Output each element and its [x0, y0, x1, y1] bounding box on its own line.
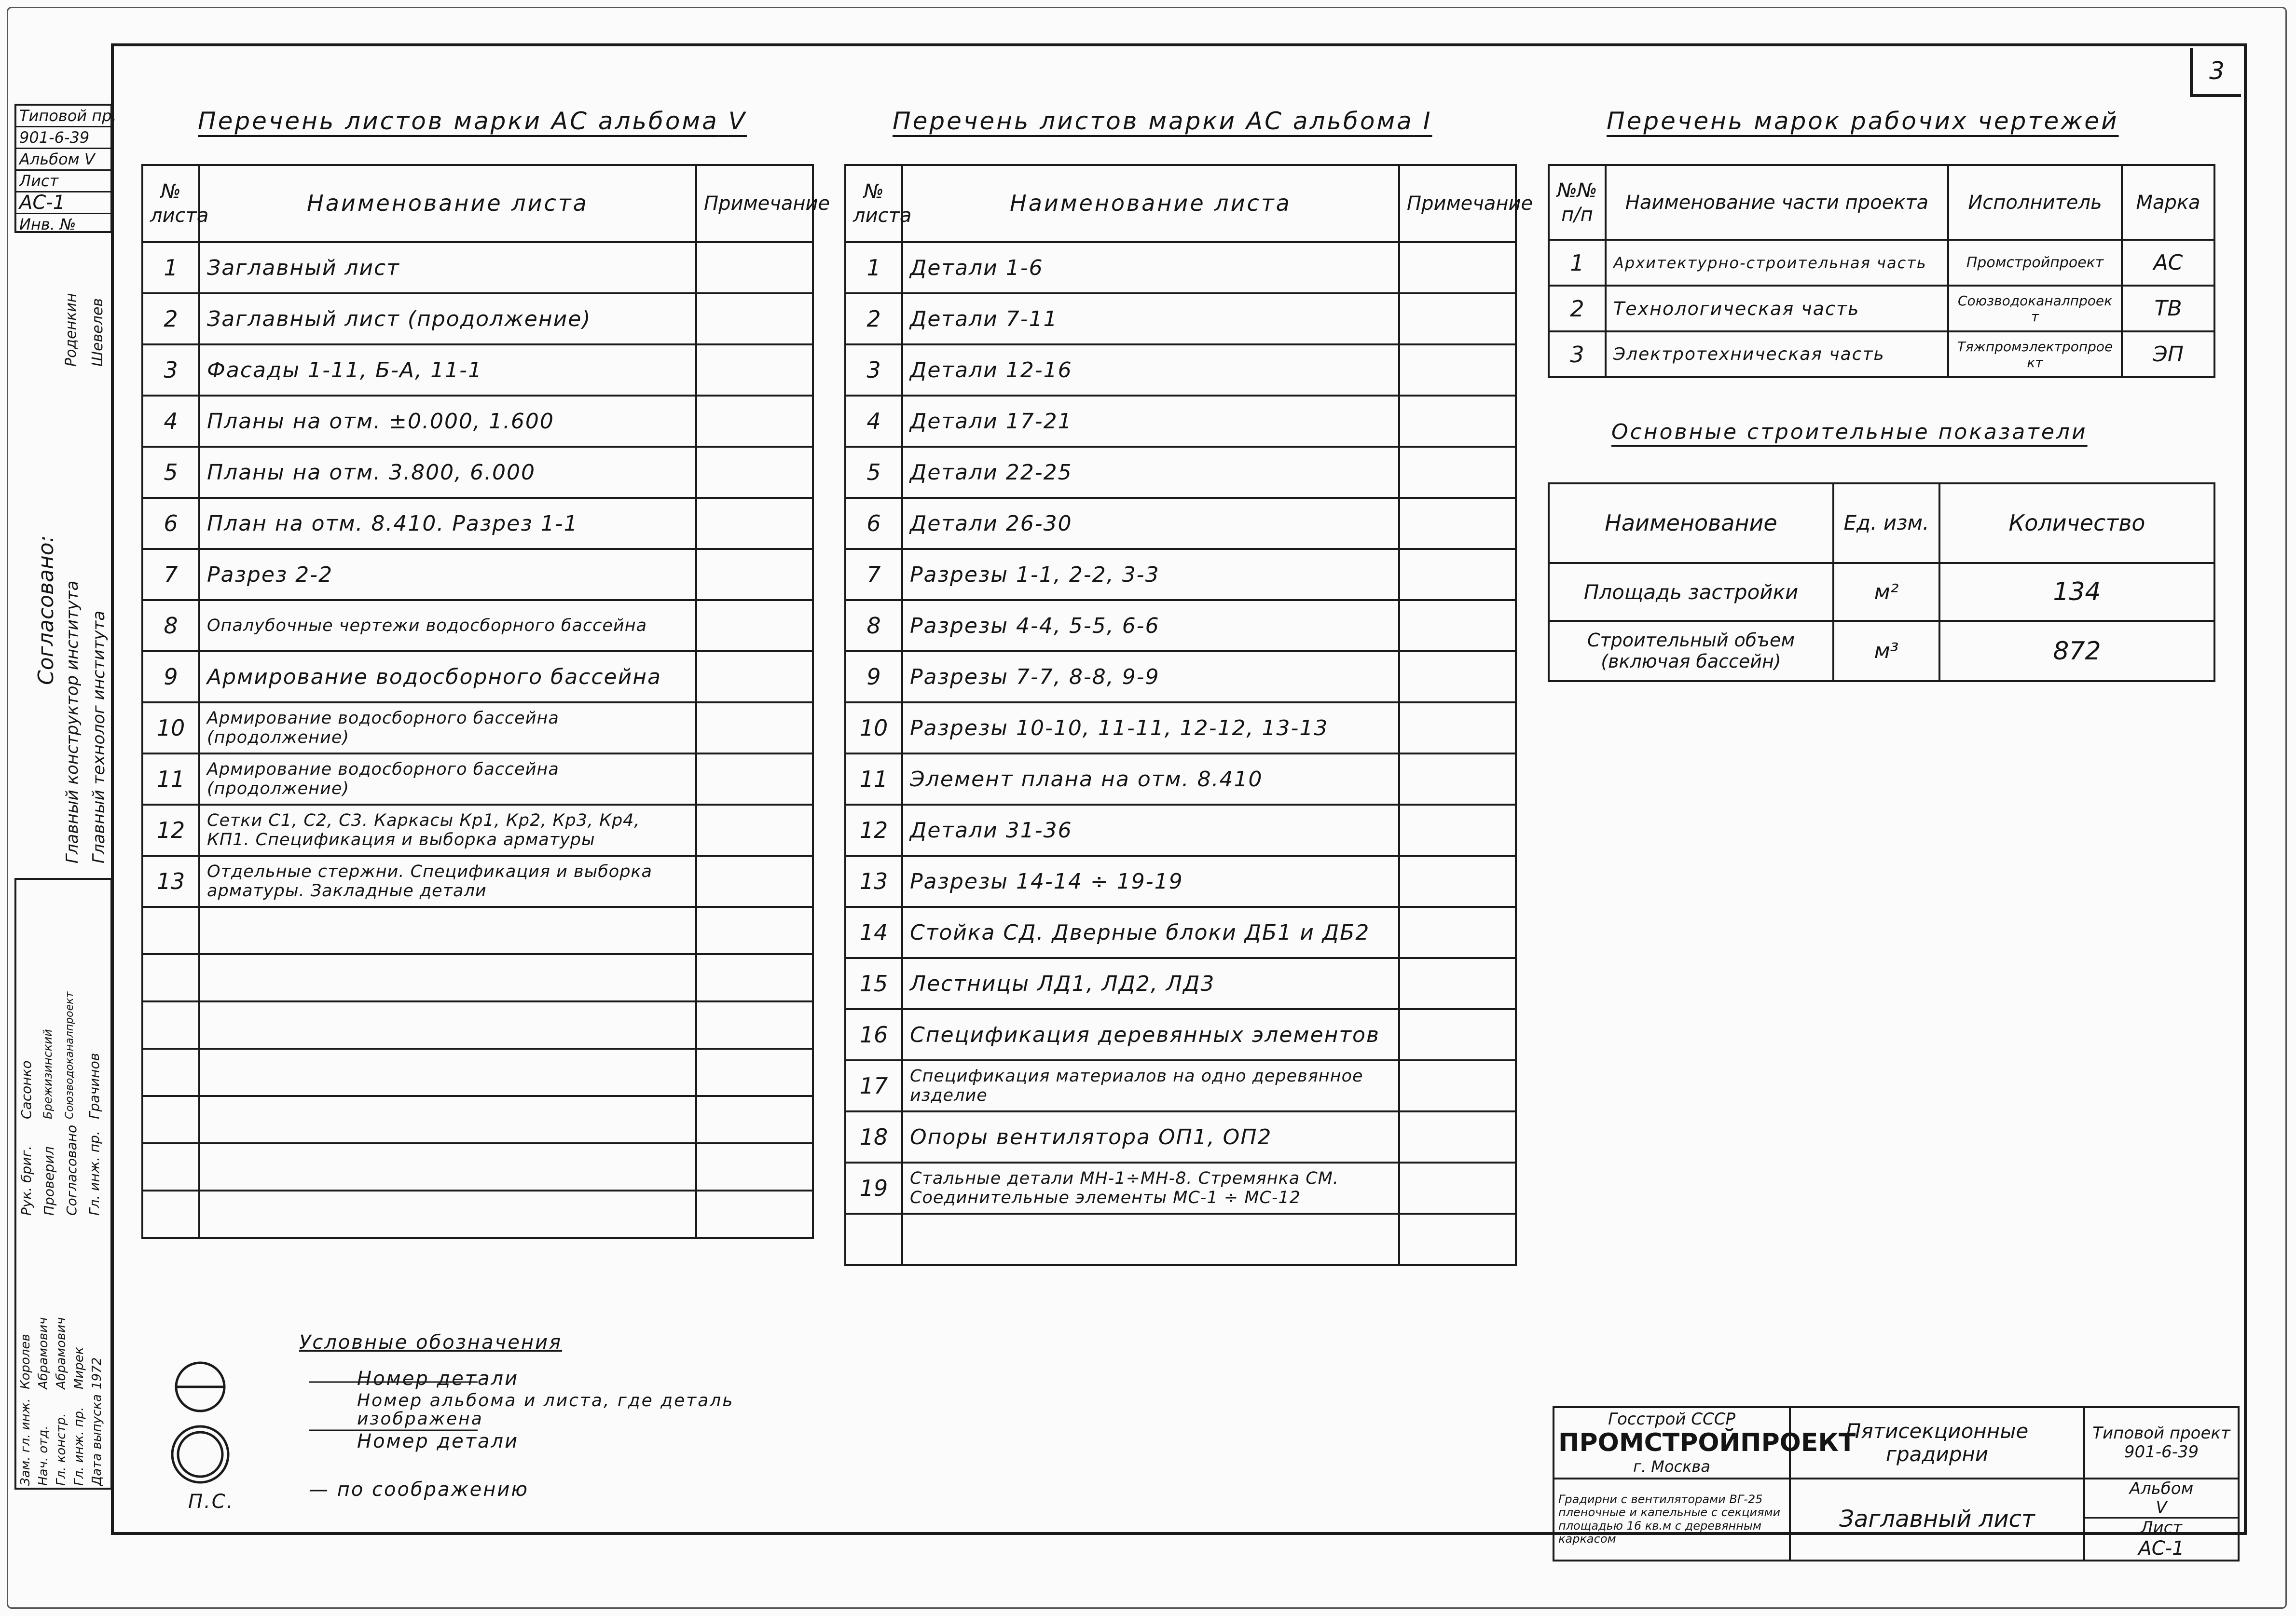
row-note — [696, 954, 813, 1001]
row-num: 9 — [845, 651, 902, 702]
table3 — [1548, 164, 2215, 378]
row-name — [199, 1049, 696, 1096]
table-row — [142, 856, 813, 907]
row-name: Спецификация материалов на одно деревянное изделие — [902, 1060, 1399, 1111]
col-header-unit: Ед. изм. — [1833, 483, 1939, 563]
row-name — [199, 1001, 696, 1049]
org-name-1: Госстрой СССР — [1608, 1410, 1735, 1429]
row-name: Фасады 1-11, Б-А, 11-1 — [199, 344, 696, 396]
org-cell — [1554, 1407, 1856, 1479]
type-label: Типовой проект — [2092, 1423, 2230, 1443]
row-num: 6 — [845, 498, 902, 549]
row-num: 2 — [142, 293, 199, 344]
table-row — [1549, 331, 2214, 377]
row-note — [1399, 1009, 1516, 1060]
row-name: Разрезы 4-4, 5-5, 6-6 — [902, 600, 1399, 651]
row-num: 1 — [142, 242, 199, 293]
table-row — [845, 1009, 1516, 1060]
row-unit: м² — [1833, 563, 1939, 621]
row-note — [696, 805, 813, 856]
row-num — [142, 1049, 199, 1096]
col-header-part: Наименование части проекта — [1606, 165, 1948, 240]
row-note — [1399, 242, 1516, 293]
row-num: 3 — [142, 344, 199, 396]
table1 — [141, 164, 830, 1239]
row-note — [1399, 958, 1516, 1009]
row-note — [1399, 651, 1516, 702]
row-name: Стальные детали МН-1÷МН-8. Стремянка СМ. Соединительные элементы МС-1 ÷ МС-12 — [902, 1163, 1399, 1214]
legend-lines — [309, 1363, 743, 1459]
row-name — [902, 1214, 1399, 1265]
table-row — [142, 396, 813, 447]
table-row — [142, 907, 813, 954]
row-name — [199, 1096, 696, 1143]
legend-symbols — [166, 1360, 244, 1486]
table-row — [142, 1143, 813, 1191]
table-row — [845, 447, 1516, 498]
row-name: Отдельные стержни. Спецификация и выборка арматуры. Закладные детали — [199, 856, 696, 907]
row-name: Спецификация деревянных элементов — [902, 1009, 1399, 1060]
legend-item-detail: Номер детали — [357, 1368, 519, 1390]
row-num — [845, 1214, 902, 1265]
row-num: 12 — [845, 805, 902, 856]
table4 — [1548, 482, 2215, 682]
stamp-name: Союзводоканалпроект — [64, 991, 76, 1119]
row-name: Опоры вентилятора ОП1, ОП2 — [902, 1111, 1399, 1163]
row-qty: 872 — [1939, 621, 2214, 681]
sheet-label: Лист — [2140, 1518, 2183, 1537]
row-num: 3 — [845, 344, 902, 396]
stamp-role: Дата выпуска — [90, 1394, 104, 1486]
album-num: V — [2085, 1498, 2238, 1519]
row-name: Армирование водосборного бассейна — [199, 651, 696, 702]
row-note — [696, 549, 813, 600]
row-name: Планы на отм. 3.800, 6.000 — [199, 447, 696, 498]
row-num: 16 — [845, 1009, 902, 1060]
row-name: Разрезы 10-10, 11-11, 12-12, 13-13 — [902, 702, 1399, 753]
stamp-role: Рук. бриг. — [18, 1145, 34, 1216]
row-note — [696, 396, 813, 447]
album-cell — [2084, 1479, 2239, 1561]
row-name: Армирование водосборного бассейна (продолжение) — [199, 702, 696, 753]
row-name: Опалубочные чертежи водосборного бассейна — [199, 600, 696, 651]
table-row — [845, 600, 1516, 651]
table-row — [845, 651, 1516, 702]
row-name: Площадь застройки — [1549, 563, 1833, 621]
row-num: 3 — [1549, 331, 1606, 377]
row-mark: ЭП — [2122, 331, 2214, 377]
table-row — [845, 958, 1516, 1009]
table-row — [1549, 621, 2214, 681]
table-row — [845, 856, 1516, 907]
row-part: Технологическая часть — [1606, 286, 1948, 331]
signer-name: Шевелев — [89, 298, 106, 367]
row-name: Детали 1-6 — [902, 242, 1399, 293]
row-note — [696, 1143, 813, 1191]
table-row — [845, 293, 1516, 344]
row-note — [1399, 600, 1516, 651]
table-row — [845, 753, 1516, 805]
table-row — [845, 702, 1516, 753]
row-name: Детали 17-21 — [902, 396, 1399, 447]
table2 — [844, 164, 1533, 1266]
row-num: 5 — [845, 447, 902, 498]
table2-title-num: I — [1423, 107, 1432, 135]
table4-title — [1611, 420, 2088, 444]
table-row — [845, 1163, 1516, 1214]
table-row — [142, 805, 813, 856]
table-row — [142, 1096, 813, 1143]
row-num: 7 — [142, 549, 199, 600]
table-row — [142, 293, 813, 344]
stamp-line: 901-6-39 — [16, 127, 110, 149]
row-num: 4 — [845, 396, 902, 447]
stamp-role: Гл. констр. — [54, 1413, 69, 1486]
table-row — [1549, 240, 2214, 286]
row-unit: м³ — [1833, 621, 1939, 681]
row-name — [199, 907, 696, 954]
table-row — [142, 447, 813, 498]
legend-item-detail2: Номер детали — [357, 1430, 519, 1452]
table-row — [845, 1111, 1516, 1163]
row-executor: Тяжпромэлектропроект — [1948, 331, 2122, 377]
col-header-name: Наименование листа — [199, 165, 696, 242]
row-note — [696, 856, 813, 907]
signer-name: Роденкин — [63, 293, 80, 367]
table1-title — [198, 107, 747, 135]
table-row — [845, 907, 1516, 958]
org-city: г. Москва — [1633, 1457, 1710, 1476]
row-num: 8 — [845, 600, 902, 651]
row-name — [199, 1143, 696, 1191]
row-note — [1399, 856, 1516, 907]
table-row — [1549, 286, 2214, 331]
detail-inner-circle-icon — [178, 1432, 222, 1477]
table2-title — [893, 107, 1432, 135]
row-num: 2 — [1549, 286, 1606, 331]
row-note — [1399, 447, 1516, 498]
table-row — [142, 242, 813, 293]
row-name: Детали 7-11 — [902, 293, 1399, 344]
row-note — [696, 600, 813, 651]
col-header-num: № листа — [142, 165, 199, 242]
agreed-row: Главный конструктор института — [63, 580, 82, 863]
row-name: Лестницы ЛД1, ЛД2, ЛД3 — [902, 958, 1399, 1009]
row-name: Стойка СД. Дверные блоки ДБ1 и ДБ2 — [902, 907, 1399, 958]
row-num: 5 — [142, 447, 199, 498]
col-header-num: №№ п/п — [1549, 165, 1606, 240]
stamp-role: Нач. отд. — [36, 1425, 51, 1486]
row-note — [1399, 293, 1516, 344]
row-num: 7 — [845, 549, 902, 600]
col-header-executor: Исполнитель — [1948, 165, 2122, 240]
stamp-role: Зам. гл. инж. — [18, 1398, 33, 1486]
row-note — [1399, 805, 1516, 856]
table-row — [142, 954, 813, 1001]
row-num: 11 — [142, 753, 199, 805]
row-num: 4 — [142, 396, 199, 447]
row-note — [696, 702, 813, 753]
col-header-num: № листа — [845, 165, 902, 242]
table-row — [142, 753, 813, 805]
row-note — [1399, 1214, 1516, 1265]
row-note — [1399, 1111, 1516, 1163]
album-label: Альбом — [2129, 1479, 2194, 1498]
stamp-name: Королев — [18, 1334, 33, 1389]
row-name: Детали 31-36 — [902, 805, 1399, 856]
row-part: Электротехническая часть — [1606, 331, 1948, 377]
row-name: Детали 22-25 — [902, 447, 1399, 498]
stamp-line: Альбом V — [16, 149, 110, 171]
row-part: Архитектурно-строительная часть — [1606, 240, 1948, 286]
left-stamp-box — [14, 104, 117, 233]
table-row — [142, 344, 813, 396]
stamp-role: Гл. инж. пр. — [72, 1407, 86, 1486]
row-num: 17 — [845, 1060, 902, 1111]
stamp-role: Проверил — [41, 1146, 57, 1216]
row-num — [142, 1096, 199, 1143]
row-num: 13 — [142, 856, 199, 907]
row-note — [696, 753, 813, 805]
project-title: Пятисекционные градирни — [1790, 1407, 2084, 1479]
page-number: 3 — [2190, 48, 2241, 97]
row-name: Армирование водосборного бассейна (продолжение) — [199, 753, 696, 805]
row-name: Заглавный лист (продолжение) — [199, 293, 696, 344]
row-note — [1399, 396, 1516, 447]
row-note — [1399, 702, 1516, 753]
table2-title-text: Перечень листов марки АС альбома — [893, 107, 1414, 135]
table-row — [142, 1001, 813, 1049]
col-header-note: Примечание — [1399, 165, 1516, 242]
detail-outer-circle-icon — [172, 1426, 228, 1482]
row-note — [696, 1049, 813, 1096]
row-name: Разрезы 14-14 ÷ 19-19 — [902, 856, 1399, 907]
legend-item-album: Номер альбома и листа, где деталь изображена — [357, 1391, 734, 1429]
stamp-name: Мирек — [72, 1347, 86, 1389]
legend-title-text: Условные обозначения — [299, 1331, 563, 1354]
stamp-role: Гл. инж. пр. — [86, 1131, 102, 1216]
row-num: 18 — [845, 1111, 902, 1163]
row-num: 9 — [142, 651, 199, 702]
table-row — [1549, 563, 2214, 621]
row-note — [696, 1191, 813, 1238]
table-row — [845, 805, 1516, 856]
table-row — [142, 1049, 813, 1096]
table3-title — [1607, 107, 2119, 135]
table-row — [845, 1214, 1516, 1265]
row-name: Заглавный лист — [199, 242, 696, 293]
table3-title-text: Перечень марок рабочих чертежей — [1607, 107, 2119, 135]
table-row — [142, 600, 813, 651]
stamp-name: Абрамович — [54, 1317, 69, 1389]
row-note — [1399, 1163, 1516, 1214]
row-num: 10 — [845, 702, 902, 753]
col-header-name: Наименование листа — [902, 165, 1399, 242]
stamp-name: Грачинов — [86, 1053, 102, 1119]
row-name — [199, 1191, 696, 1238]
table-row — [142, 1191, 813, 1238]
row-num: 6 — [142, 498, 199, 549]
row-num: 15 — [845, 958, 902, 1009]
type-num: 901-6-39 — [2124, 1442, 2199, 1462]
row-executor: Союзводоканалпроект — [1948, 286, 2122, 331]
table-row — [845, 396, 1516, 447]
row-num — [142, 954, 199, 1001]
row-note — [1399, 907, 1516, 958]
row-name: Планы на отм. ±0.000, 1.600 — [199, 396, 696, 447]
row-name: Детали 26-30 — [902, 498, 1399, 549]
type-cell — [2084, 1407, 2239, 1479]
row-num — [142, 907, 199, 954]
stamp-line: АС-1 — [16, 192, 110, 214]
row-name: Детали 12-16 — [902, 344, 1399, 396]
row-note — [696, 907, 813, 954]
col-header-name: Наименование — [1549, 483, 1833, 563]
row-note — [1399, 753, 1516, 805]
col-header-mark: Марка — [2122, 165, 2214, 240]
stamp-line: Лист — [16, 171, 110, 192]
table4-title-text: Основные строительные показатели — [1611, 420, 2088, 444]
row-num: 2 — [845, 293, 902, 344]
row-note — [1399, 344, 1516, 396]
table-row — [142, 549, 813, 600]
row-num — [142, 1001, 199, 1049]
row-num: 8 — [142, 600, 199, 651]
row-num — [142, 1191, 199, 1238]
row-note — [696, 1001, 813, 1049]
row-num: 1 — [845, 242, 902, 293]
legend-title — [299, 1331, 562, 1354]
table1-title-num: V — [728, 107, 747, 135]
row-name — [199, 954, 696, 1001]
table-row — [845, 344, 1516, 396]
row-name: Разрезы 7-7, 8-8, 9-9 — [902, 651, 1399, 702]
table-row — [845, 498, 1516, 549]
row-num: 13 — [845, 856, 902, 907]
row-note — [696, 447, 813, 498]
row-qty: 134 — [1939, 563, 2214, 621]
agreed-row: Главный технолог института — [89, 610, 109, 863]
row-num: 14 — [845, 907, 902, 958]
table-row — [845, 242, 1516, 293]
row-note — [1399, 1060, 1516, 1111]
table-row — [142, 498, 813, 549]
col-header-qty: Количество — [1939, 483, 2214, 563]
row-name: Элемент плана на отм. 8.410 — [902, 753, 1399, 805]
row-num: 19 — [845, 1163, 902, 1214]
row-note — [1399, 498, 1516, 549]
row-num — [142, 1143, 199, 1191]
row-note — [696, 242, 813, 293]
row-mark: ТВ — [2122, 286, 2214, 331]
stamp-name: Брежизинский — [41, 1029, 55, 1119]
legend-dash-text: — по соображению — [309, 1479, 529, 1501]
title-block — [1553, 1406, 2240, 1561]
table-row — [845, 1060, 1516, 1111]
row-mark: АС — [2122, 240, 2214, 286]
org-name-2: ПРОМСТРОЙПРОЕКТ — [1558, 1428, 1856, 1458]
row-num: 1 — [1549, 240, 1606, 286]
row-name: Разрезы 1-1, 2-2, 3-3 — [902, 549, 1399, 600]
row-name: Строительный объем (включая бассейн) — [1549, 621, 1833, 681]
row-name: Разрез 2-2 — [199, 549, 696, 600]
sheet-code: АС-1 — [2138, 1537, 2185, 1560]
row-note — [696, 1096, 813, 1143]
row-num: 10 — [142, 702, 199, 753]
legend-ps-label: П.С. — [188, 1491, 234, 1513]
table-row — [845, 549, 1516, 600]
stamp-name: Сасонко — [18, 1060, 34, 1119]
row-name: План на отм. 8.410. Разрез 1-1 — [199, 498, 696, 549]
row-note — [696, 344, 813, 396]
row-name: Сетки С1, С2, С3. Каркасы Кр1, Кр2, Кр3, Кр4, КП1. Спецификация и выборка арматуры — [199, 805, 696, 856]
table-row — [142, 651, 813, 702]
table1-title-text: Перечень листов марки АС альбома — [198, 107, 719, 135]
row-num: 11 — [845, 753, 902, 805]
stamp-role: Согласовано — [64, 1124, 80, 1216]
row-executor: Промстройпроект — [1948, 240, 2122, 286]
table-row — [142, 702, 813, 753]
stamp-line: Инв. № — [19, 215, 76, 233]
stamp-name: Абрамович — [36, 1317, 51, 1389]
row-note — [696, 651, 813, 702]
row-note — [696, 498, 813, 549]
row-num: 12 — [142, 805, 199, 856]
sheet-title: Заглавный лист — [1790, 1479, 2084, 1561]
project-desc: Градирни с вентиляторами ВГ-25 пленочные и капельные с секциями площадью 16 кв.м с деревянным каркасом — [1554, 1479, 1790, 1561]
col-header-note: Примечание — [696, 165, 813, 242]
stamp-name: 1972 — [90, 1357, 104, 1389]
row-note — [1399, 549, 1516, 600]
stamp-line: Типовой пр. — [16, 106, 110, 127]
agreed-title: Согласовано: — [34, 535, 58, 685]
row-note — [696, 293, 813, 344]
